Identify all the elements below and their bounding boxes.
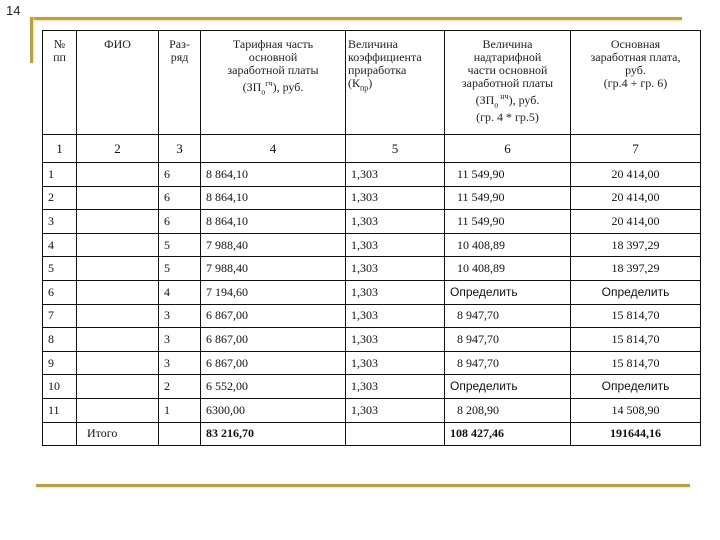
employee-name-cell xyxy=(77,304,159,328)
grade-cell: 1 xyxy=(159,398,201,422)
top-decorative-rule xyxy=(30,17,682,20)
base-salary-cell: 20 414,00 xyxy=(571,163,701,187)
coefficient-cell: 1,303 xyxy=(346,375,445,399)
overtariff-part-cell: 8 208,90 xyxy=(445,398,571,422)
tariff-part-cell: 7 194,60 xyxy=(201,280,346,304)
table-row xyxy=(43,233,701,257)
header-row xyxy=(43,31,701,135)
employee-name-cell xyxy=(77,375,159,399)
column-number: 7 xyxy=(571,135,701,163)
coefficient-cell: 1,303 xyxy=(346,186,445,210)
overtariff-part-cell: 8 947,70 xyxy=(445,328,571,352)
table-row xyxy=(43,304,701,328)
overtariff-part-cell: 8 947,70 xyxy=(445,304,571,328)
tariff-part-cell: 8 864,10 xyxy=(201,210,346,234)
header-tariff-part: Тарифная часть основной заработной платы $(ЗП_о^{гч})$, руб. xyxy=(201,31,346,135)
employee-name-cell xyxy=(77,280,159,304)
column-number: 3 xyxy=(159,135,201,163)
employee-name-cell xyxy=(77,398,159,422)
overtariff-part-cell: 8 947,70 xyxy=(445,351,571,375)
totals-base-salary: 191644,16 xyxy=(571,422,701,446)
header-name: ФИО xyxy=(77,31,159,135)
grade-cell: 3 xyxy=(159,328,201,352)
row-number-cell: 5 xyxy=(43,257,77,281)
row-number-cell: 10 xyxy=(43,375,77,399)
base-salary-cell: 18 397,29 xyxy=(571,233,701,257)
tariff-part-cell: 7 988,40 xyxy=(201,257,346,281)
base-salary-cell: 15 814,70 xyxy=(571,328,701,352)
tariff-part-cell: 6 867,00 xyxy=(201,304,346,328)
grade-cell: 6 xyxy=(159,210,201,234)
overtariff-part-cell: 11 549,90 xyxy=(445,186,571,210)
totals-empty xyxy=(159,422,201,446)
grade-cell: 6 xyxy=(159,163,201,187)
coefficient-cell: 1,303 xyxy=(346,304,445,328)
row-number-cell: 1 xyxy=(43,163,77,187)
base-salary-cell: 18 397,29 xyxy=(571,257,701,281)
column-number: 2 xyxy=(77,135,159,163)
coefficient-cell: 1,303 xyxy=(346,351,445,375)
overtariff-part-cell: 11 549,90 xyxy=(445,163,571,187)
employee-name-cell xyxy=(77,210,159,234)
totals-empty xyxy=(346,422,445,446)
table-row xyxy=(43,257,701,281)
overtariff-part-cell: 10 408,89 xyxy=(445,257,571,281)
row-number-cell: 8 xyxy=(43,328,77,352)
base-salary-cell: Определить xyxy=(571,375,701,399)
row-number-cell: 3 xyxy=(43,210,77,234)
coefficient-cell: 1,303 xyxy=(346,233,445,257)
row-number-cell: 4 xyxy=(43,233,77,257)
row-number-cell: 2 xyxy=(43,186,77,210)
slide-number: 14 xyxy=(6,3,21,18)
tariff-part-cell: 6 867,00 xyxy=(201,351,346,375)
header-grade: Раз- ряд xyxy=(159,31,201,135)
employee-name-cell xyxy=(77,186,159,210)
table-row xyxy=(43,351,701,375)
grade-cell: 4 xyxy=(159,280,201,304)
table-row xyxy=(43,328,701,352)
coefficient-cell: 1,303 xyxy=(346,328,445,352)
table-body xyxy=(43,163,701,423)
totals-tariff: 83 216,70 xyxy=(201,422,346,446)
header-number: № пп xyxy=(43,31,77,135)
table-row xyxy=(43,210,701,234)
table-row xyxy=(43,186,701,210)
employee-name-cell xyxy=(77,328,159,352)
base-salary-cell: 14 508,90 xyxy=(571,398,701,422)
tariff-part-cell: 7 988,40 xyxy=(201,233,346,257)
table-row xyxy=(43,375,701,399)
grade-cell: 5 xyxy=(159,233,201,257)
grade-cell: 5 xyxy=(159,257,201,281)
header-coefficient: Величина коэффициента приработка $(К_{пр})$ xyxy=(346,31,445,135)
column-number: 6 xyxy=(445,135,571,163)
totals-empty xyxy=(43,422,77,446)
column-number: 5 xyxy=(346,135,445,163)
row-number-cell: 11 xyxy=(43,398,77,422)
coefficient-cell: 1,303 xyxy=(346,210,445,234)
totals-row xyxy=(43,422,701,446)
table-row xyxy=(43,163,701,187)
coefficient-cell: 1,303 xyxy=(346,257,445,281)
overtariff-part-cell: Определить xyxy=(445,280,571,304)
grade-cell: 2 xyxy=(159,375,201,399)
header-overtariff-part: Величина надтарифной части основной заработной платы ($ЗП_о$ $^{нч}$), руб. (гр. 4 * гр.5) xyxy=(445,31,571,135)
grade-cell: 3 xyxy=(159,351,201,375)
left-decorative-rule xyxy=(30,17,33,63)
column-number: 1 xyxy=(43,135,77,163)
row-number-cell: 7 xyxy=(43,304,77,328)
column-number-row xyxy=(43,135,701,163)
salary-table xyxy=(42,30,701,446)
table-row xyxy=(43,398,701,422)
employee-name-cell xyxy=(77,257,159,281)
overtariff-part-cell: 11 549,90 xyxy=(445,210,571,234)
employee-name-cell xyxy=(77,351,159,375)
tariff-part-cell: 8 864,10 xyxy=(201,186,346,210)
header-base-salary: Основная заработная плата, руб. (гр.4 + гр. 6) xyxy=(571,31,701,135)
tariff-part-cell: 6300,00 xyxy=(201,398,346,422)
overtariff-part-cell: Определить xyxy=(445,375,571,399)
grade-cell: 6 xyxy=(159,186,201,210)
tariff-part-cell: 6 867,00 xyxy=(201,328,346,352)
totals-overtariff: 108 427,46 xyxy=(445,422,571,446)
bottom-decorative-rule xyxy=(36,484,690,487)
coefficient-cell: 1,303 xyxy=(346,280,445,304)
base-salary-cell: 20 414,00 xyxy=(571,186,701,210)
base-salary-cell: Определить xyxy=(571,280,701,304)
base-salary-cell: 20 414,00 xyxy=(571,210,701,234)
tariff-part-cell: 6 552,00 xyxy=(201,375,346,399)
grade-cell: 3 xyxy=(159,304,201,328)
base-salary-cell: 15 814,70 xyxy=(571,351,701,375)
totals-label: Итого xyxy=(77,422,159,446)
coefficient-cell: 1,303 xyxy=(346,163,445,187)
column-number: 4 xyxy=(201,135,346,163)
table-row xyxy=(43,280,701,304)
base-salary-cell: 15 814,70 xyxy=(571,304,701,328)
row-number-cell: 6 xyxy=(43,280,77,304)
coefficient-cell: 1,303 xyxy=(346,398,445,422)
overtariff-part-cell: 10 408,89 xyxy=(445,233,571,257)
employee-name-cell xyxy=(77,233,159,257)
employee-name-cell xyxy=(77,163,159,187)
tariff-part-cell: 8 864,10 xyxy=(201,163,346,187)
row-number-cell: 9 xyxy=(43,351,77,375)
